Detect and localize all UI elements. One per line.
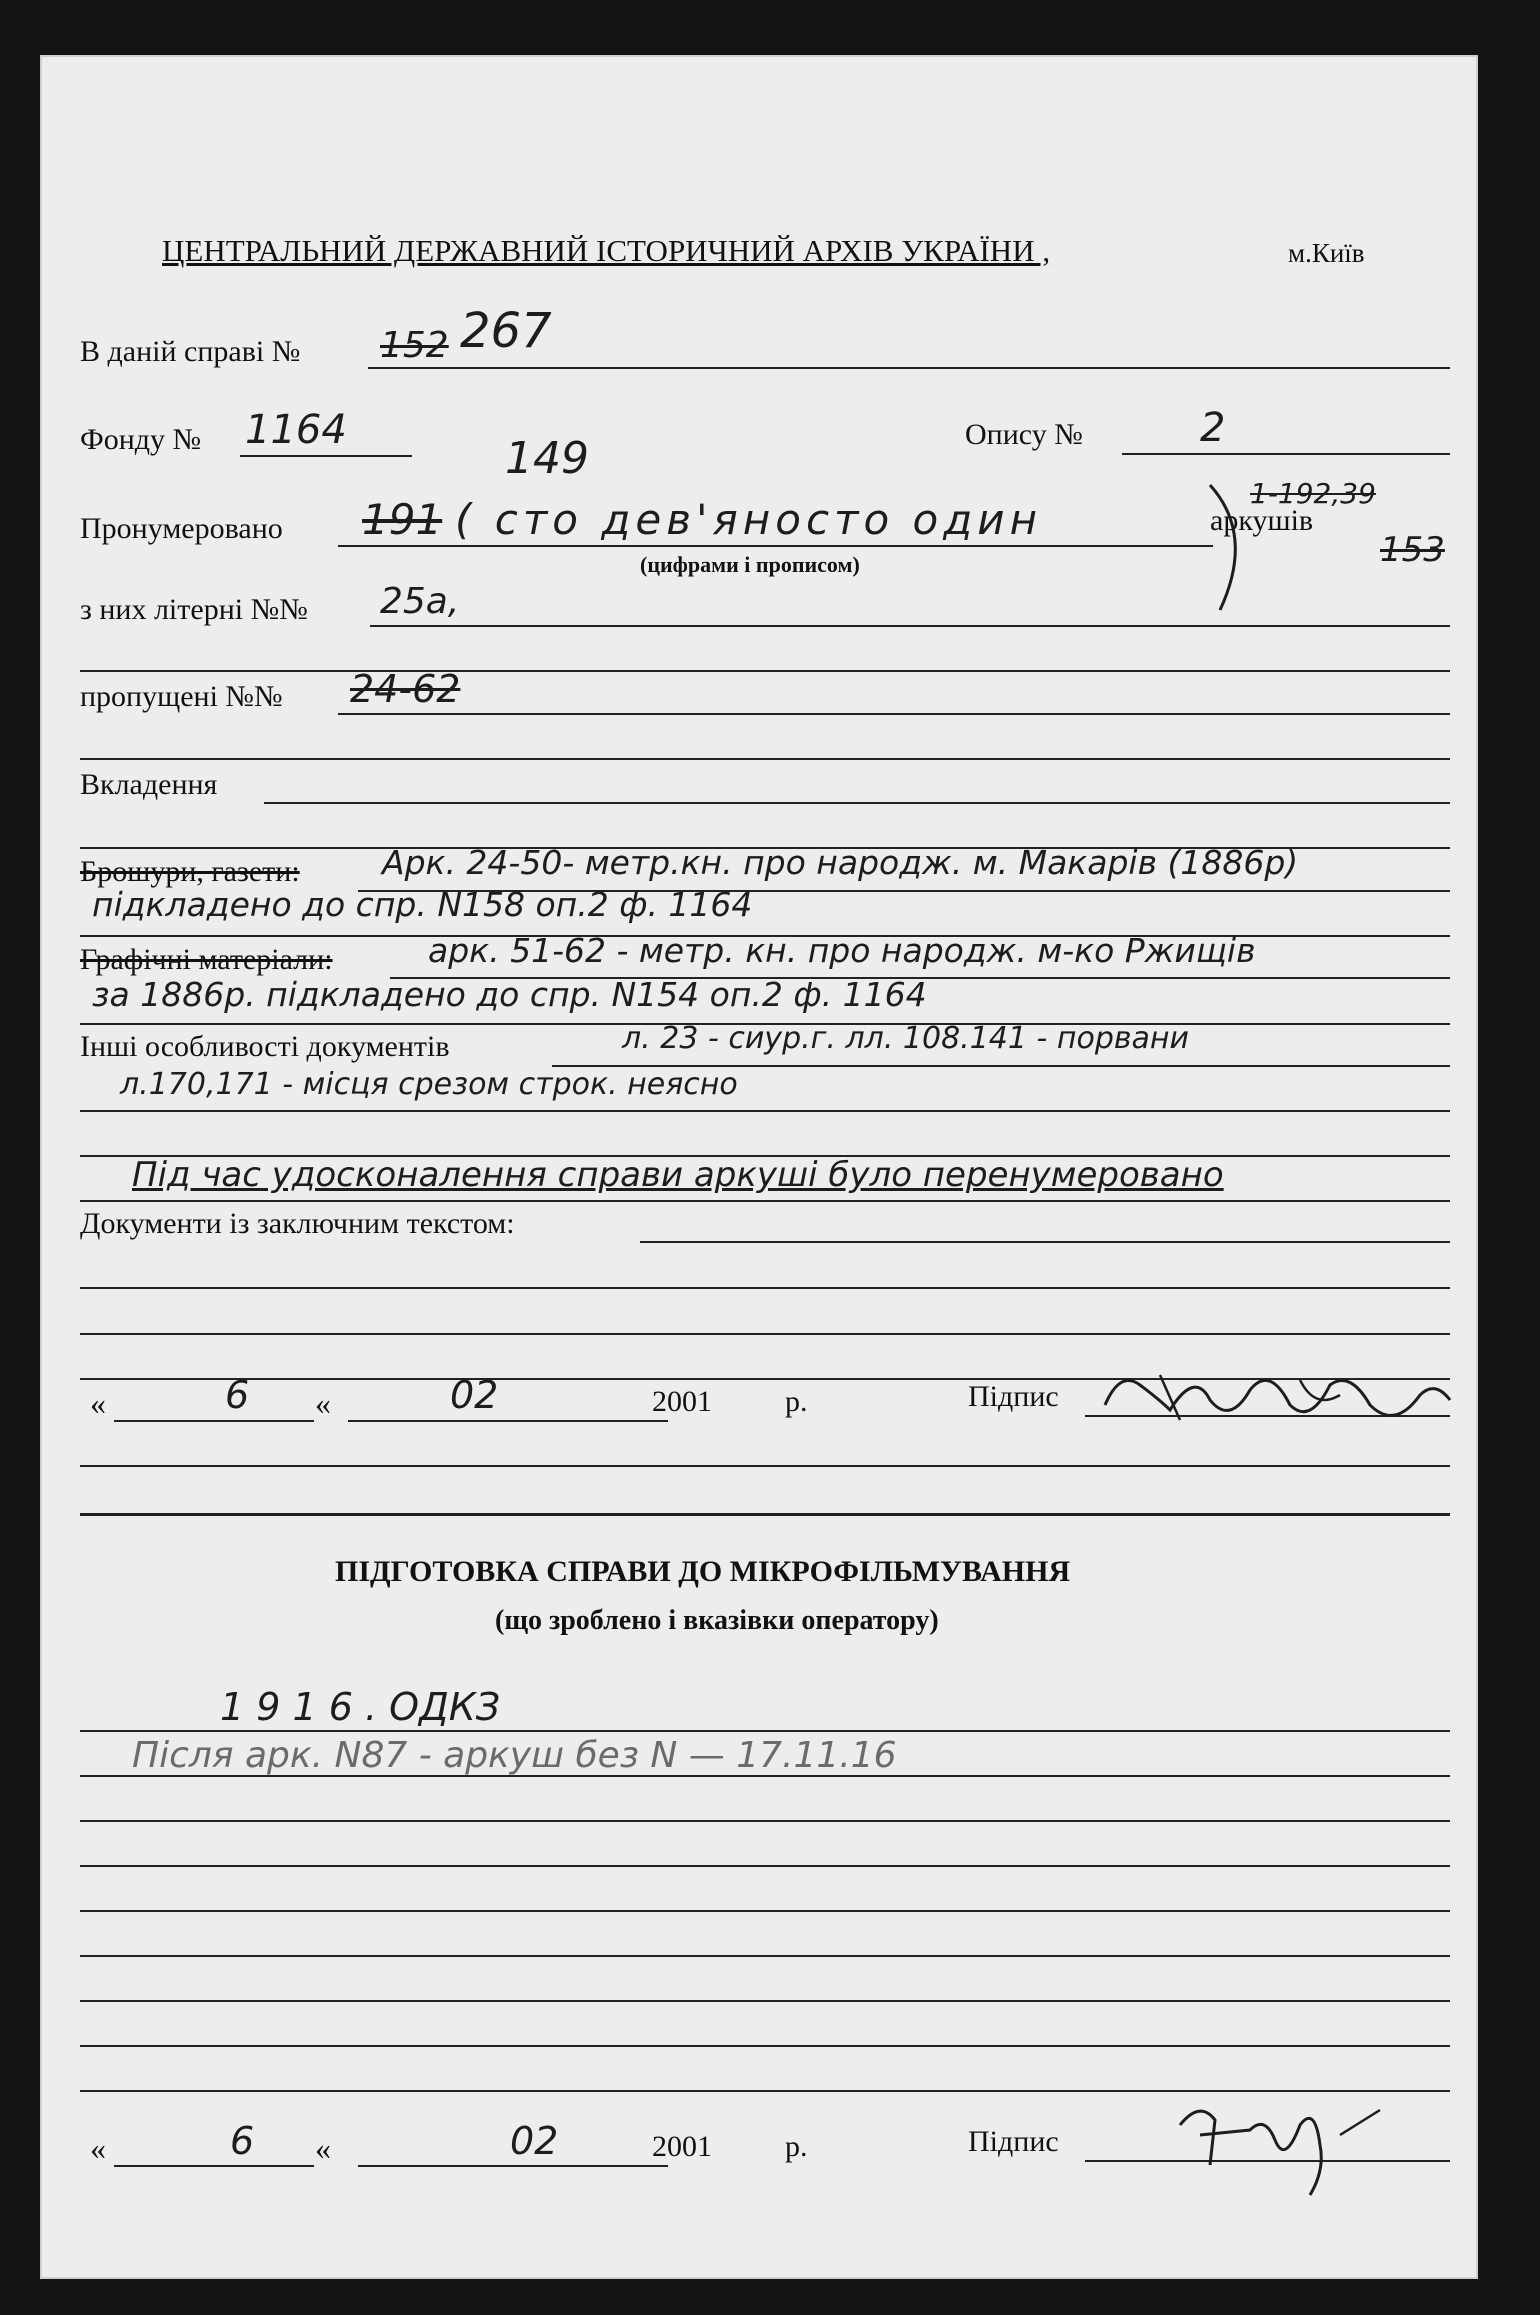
- enclosures-line: [264, 802, 1450, 804]
- date2-month-line: [358, 2165, 668, 2167]
- section2-subtitle: (що зроблено і вказівки оператору): [495, 1605, 939, 1636]
- case-line: [368, 367, 1450, 369]
- numbered-line: [338, 545, 1213, 547]
- case-label: В даній справі №: [80, 335, 301, 368]
- fond-label: Фонду №: [80, 423, 202, 456]
- other-label: Інші особливості документів: [80, 1030, 450, 1063]
- archive-title: ЦЕНТРАЛЬНИЙ ДЕРЖАВНИЙ ІСТОРИЧНИЙ АРХІВ УКРАЇНИ ,: [162, 233, 1051, 268]
- prep-line-8: [80, 2045, 1450, 2047]
- case-value: 267: [460, 303, 552, 359]
- fond-value: 1164: [245, 407, 347, 453]
- numbered-margin-1: 1-192,39: [1250, 477, 1376, 510]
- date2-open-quote: «: [90, 2130, 106, 2166]
- literal-label: з них літерні №№: [80, 593, 308, 626]
- prep-line-5: [80, 1910, 1450, 1912]
- numbered-suffix: аркушів: [1210, 504, 1314, 537]
- graphics-label: Графічні матеріали:: [80, 943, 333, 976]
- archive-city: м.Київ: [1288, 238, 1365, 268]
- date2-day-line: [114, 2165, 314, 2167]
- skipped-label: пропущені №№: [80, 680, 283, 713]
- signature-1: [1100, 1365, 1460, 1435]
- enclosures-label: Вкладення: [80, 768, 218, 801]
- numbered-words: ( сто дев'яносто один: [455, 495, 1043, 544]
- prep-line-2: [80, 1775, 1450, 1777]
- section2-note1: 1 9 1 6 . ОДКЗ: [220, 1685, 501, 1729]
- final-docs-line-3: [80, 1333, 1450, 1335]
- date1-year: 2001: [652, 1385, 712, 1418]
- date1-month-line: [348, 1420, 668, 1422]
- date2-month: 02: [510, 2119, 559, 2163]
- date2-year: 2001: [652, 2130, 712, 2163]
- divider-line-2: [80, 1513, 1450, 1516]
- brochures-line1: Арк. 24-50- метр.кн. про народж. м. Макарів (1886р): [382, 843, 1299, 882]
- opys-value: 2: [1200, 405, 1226, 451]
- fond-line: [240, 455, 412, 457]
- date2-mid-quote: «: [315, 2130, 331, 2166]
- literal-line: [370, 625, 1450, 627]
- numbered-value-struck: 191: [362, 495, 443, 544]
- final-docs-line: [640, 1241, 1450, 1243]
- opys-label: Опису №: [965, 418, 1083, 451]
- sign1-label: Підпис: [968, 1380, 1059, 1413]
- opys-line: [1122, 453, 1450, 455]
- prep-line-7: [80, 2000, 1450, 2002]
- prep-line-6: [80, 1955, 1450, 1957]
- date1-day-line: [114, 1420, 314, 1422]
- brochures-line2: підкладено до спр. N158 оп.2 ф. 1164: [92, 885, 753, 924]
- date1-day: 6: [225, 1373, 250, 1417]
- sign2-label: Підпис: [968, 2125, 1059, 2158]
- brochures-label: Брошури, газети:: [80, 855, 300, 888]
- skipped-value: 24-62: [350, 667, 461, 711]
- numbered-bracket-mark: [1170, 475, 1260, 615]
- date1-mid-quote: «: [315, 1385, 331, 1421]
- other-line-4: [80, 1200, 1450, 1202]
- section2-note2: Після арк. N87 - аркуш без N — 17.11.16: [132, 1735, 897, 1776]
- prep-line-4: [80, 1865, 1450, 1867]
- case-value-old: 152: [380, 325, 449, 366]
- prep-line-1: [80, 1730, 1450, 1732]
- numbered-above: 149: [505, 433, 589, 484]
- date2-suffix: р.: [785, 2130, 808, 2163]
- date1-suffix: р.: [785, 1385, 808, 1418]
- graphics-line1: арк. 51-62 - метр. кн. про народж. м-ко Ржищів: [428, 931, 1256, 970]
- divider-line-1: [80, 1465, 1450, 1467]
- literal-value: 25а,: [380, 581, 460, 622]
- date1-month: 02: [450, 1373, 499, 1417]
- prep-line-3: [80, 1820, 1450, 1822]
- graphics-line2: за 1886р. підкладено до спр. N154 оп.2 ф. 1164: [92, 975, 927, 1014]
- other-line1: л. 23 - сиур.г. лл. 108.141 - порвани: [622, 1021, 1190, 1056]
- skipped-line-2: [80, 758, 1450, 760]
- signature-2: [1170, 2095, 1390, 2215]
- prep-line-9: [80, 2090, 1450, 2092]
- other-line2: л.170,171 - місця срезом строк. неясно: [120, 1067, 738, 1102]
- date2-day: 6: [230, 2119, 255, 2163]
- literal-line-2: [80, 670, 1450, 672]
- archive-form-sheet: [40, 55, 1478, 2279]
- other-line3: Під час удосконалення справи аркуші було перенумеровано: [132, 1155, 1224, 1195]
- numbered-hint: (цифрами і прописом): [640, 552, 860, 577]
- final-docs-line-2: [80, 1287, 1450, 1289]
- numbered-label: Пронумеровано: [80, 512, 283, 545]
- final-docs-label: Документи із заключним текстом:: [80, 1207, 515, 1240]
- date1-open-quote: «: [90, 1385, 106, 1421]
- other-line-2: [80, 1110, 1450, 1112]
- section2-title: ПІДГОТОВКА СПРАВИ ДО МІКРОФІЛЬМУВАННЯ: [335, 1555, 1071, 1588]
- skipped-line: [338, 713, 1450, 715]
- numbered-margin-2: 153: [1380, 530, 1445, 570]
